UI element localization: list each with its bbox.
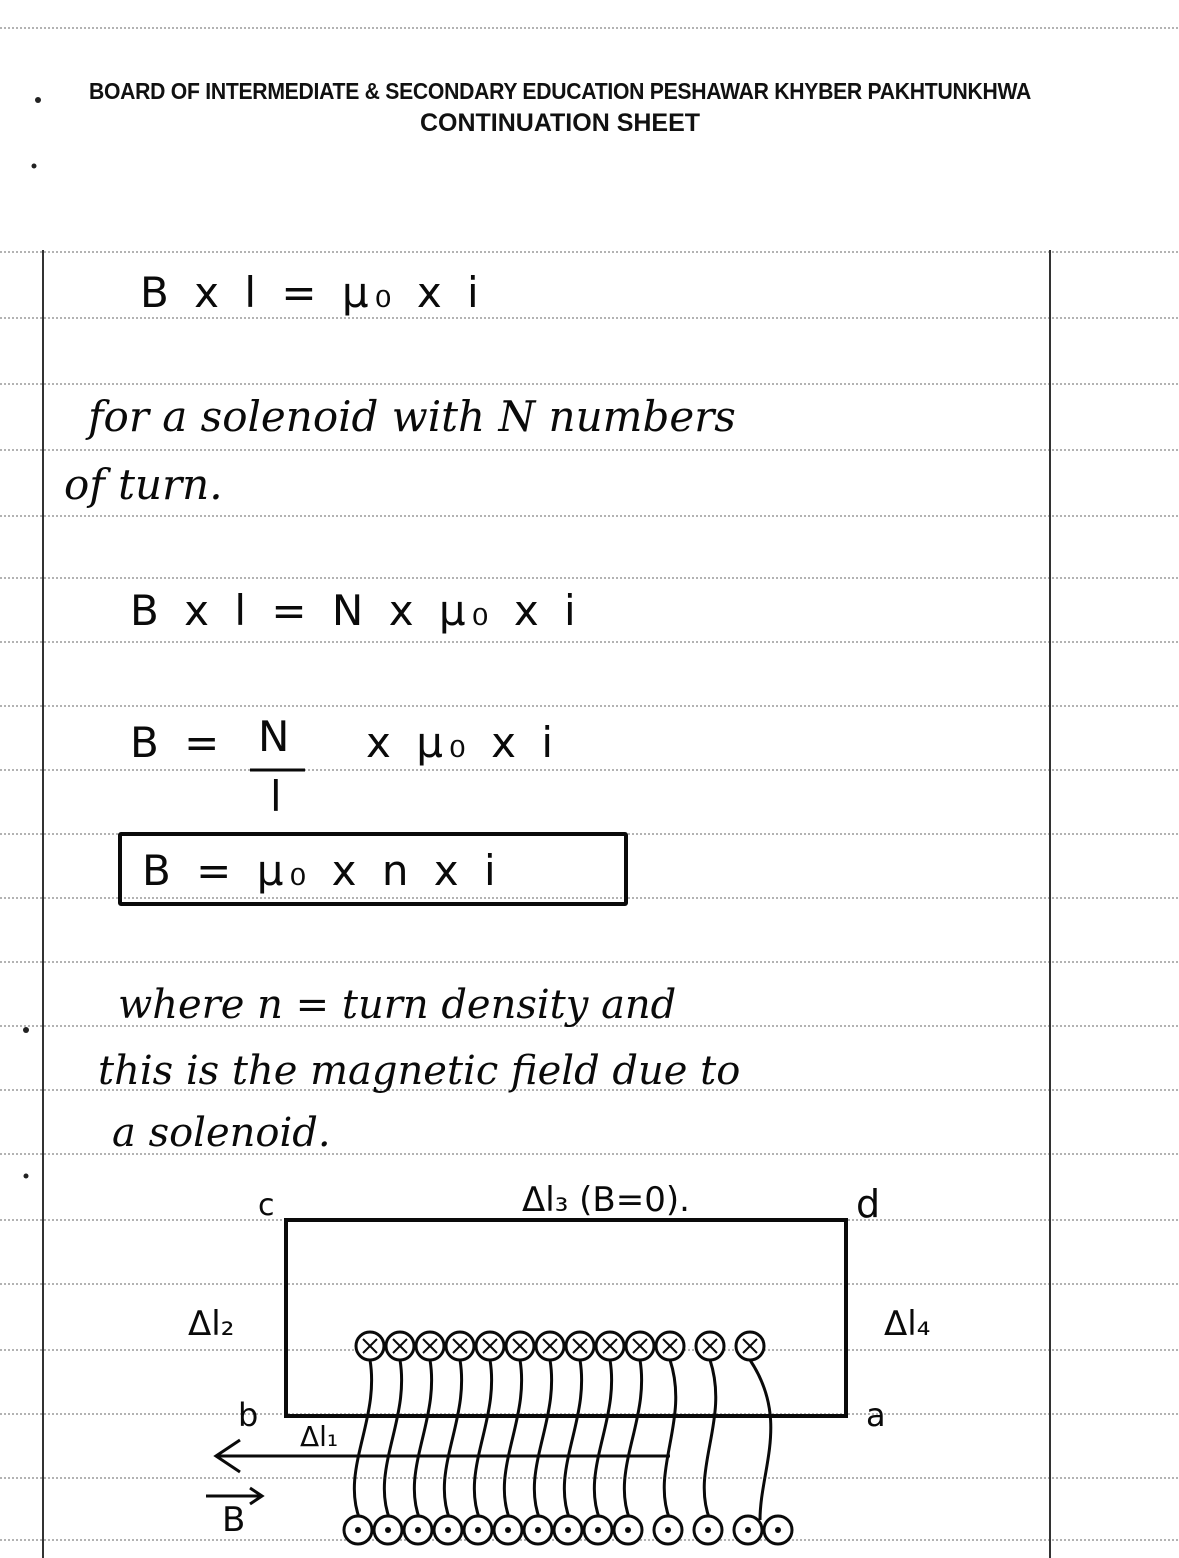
right-segment-label: Δl₄	[884, 1304, 931, 1344]
sheet-title: CONTINUATION SHEET	[419, 109, 701, 137]
equation-b-right: x μ₀ x i	[366, 718, 559, 767]
boxed-equation: B = μ₀ x n x i	[142, 846, 502, 895]
left-segment-label: Δl₂	[188, 1304, 235, 1344]
solenoid-text-line-2: of turn.	[64, 460, 223, 509]
fraction-numerator: N	[258, 712, 296, 761]
fraction-denominator: l	[270, 772, 288, 821]
where-text-line-1: where n = turn density and	[118, 982, 677, 1028]
equation-n-turns: B x l = N x μ₀ x i	[130, 586, 582, 635]
top-segment-label: Δl₃ (B=0).	[522, 1180, 690, 1220]
solenoid-text-line-1: for a solenoid with N numbers	[88, 392, 736, 441]
equation-b-left: B =	[130, 718, 226, 767]
where-text-line-3: a solenoid.	[112, 1110, 331, 1156]
field-label: B	[222, 1500, 246, 1540]
board-title: BOARD OF INTERMEDIATE & SECONDARY EDUCATION PESHAWAR KHYBER PAKHTUNKHWA	[88, 78, 1032, 104]
corner-label-d: d	[856, 1182, 881, 1226]
corner-label-b: b	[238, 1396, 259, 1434]
bottom-segment-label: Δl₁	[300, 1420, 339, 1453]
where-text-line-2: this is the magnetic field due to	[98, 1048, 741, 1094]
equation-ampere-law: B x l = μ₀ x i	[140, 268, 485, 317]
corner-label-a: a	[866, 1396, 886, 1434]
corner-label-c: c	[258, 1188, 275, 1223]
